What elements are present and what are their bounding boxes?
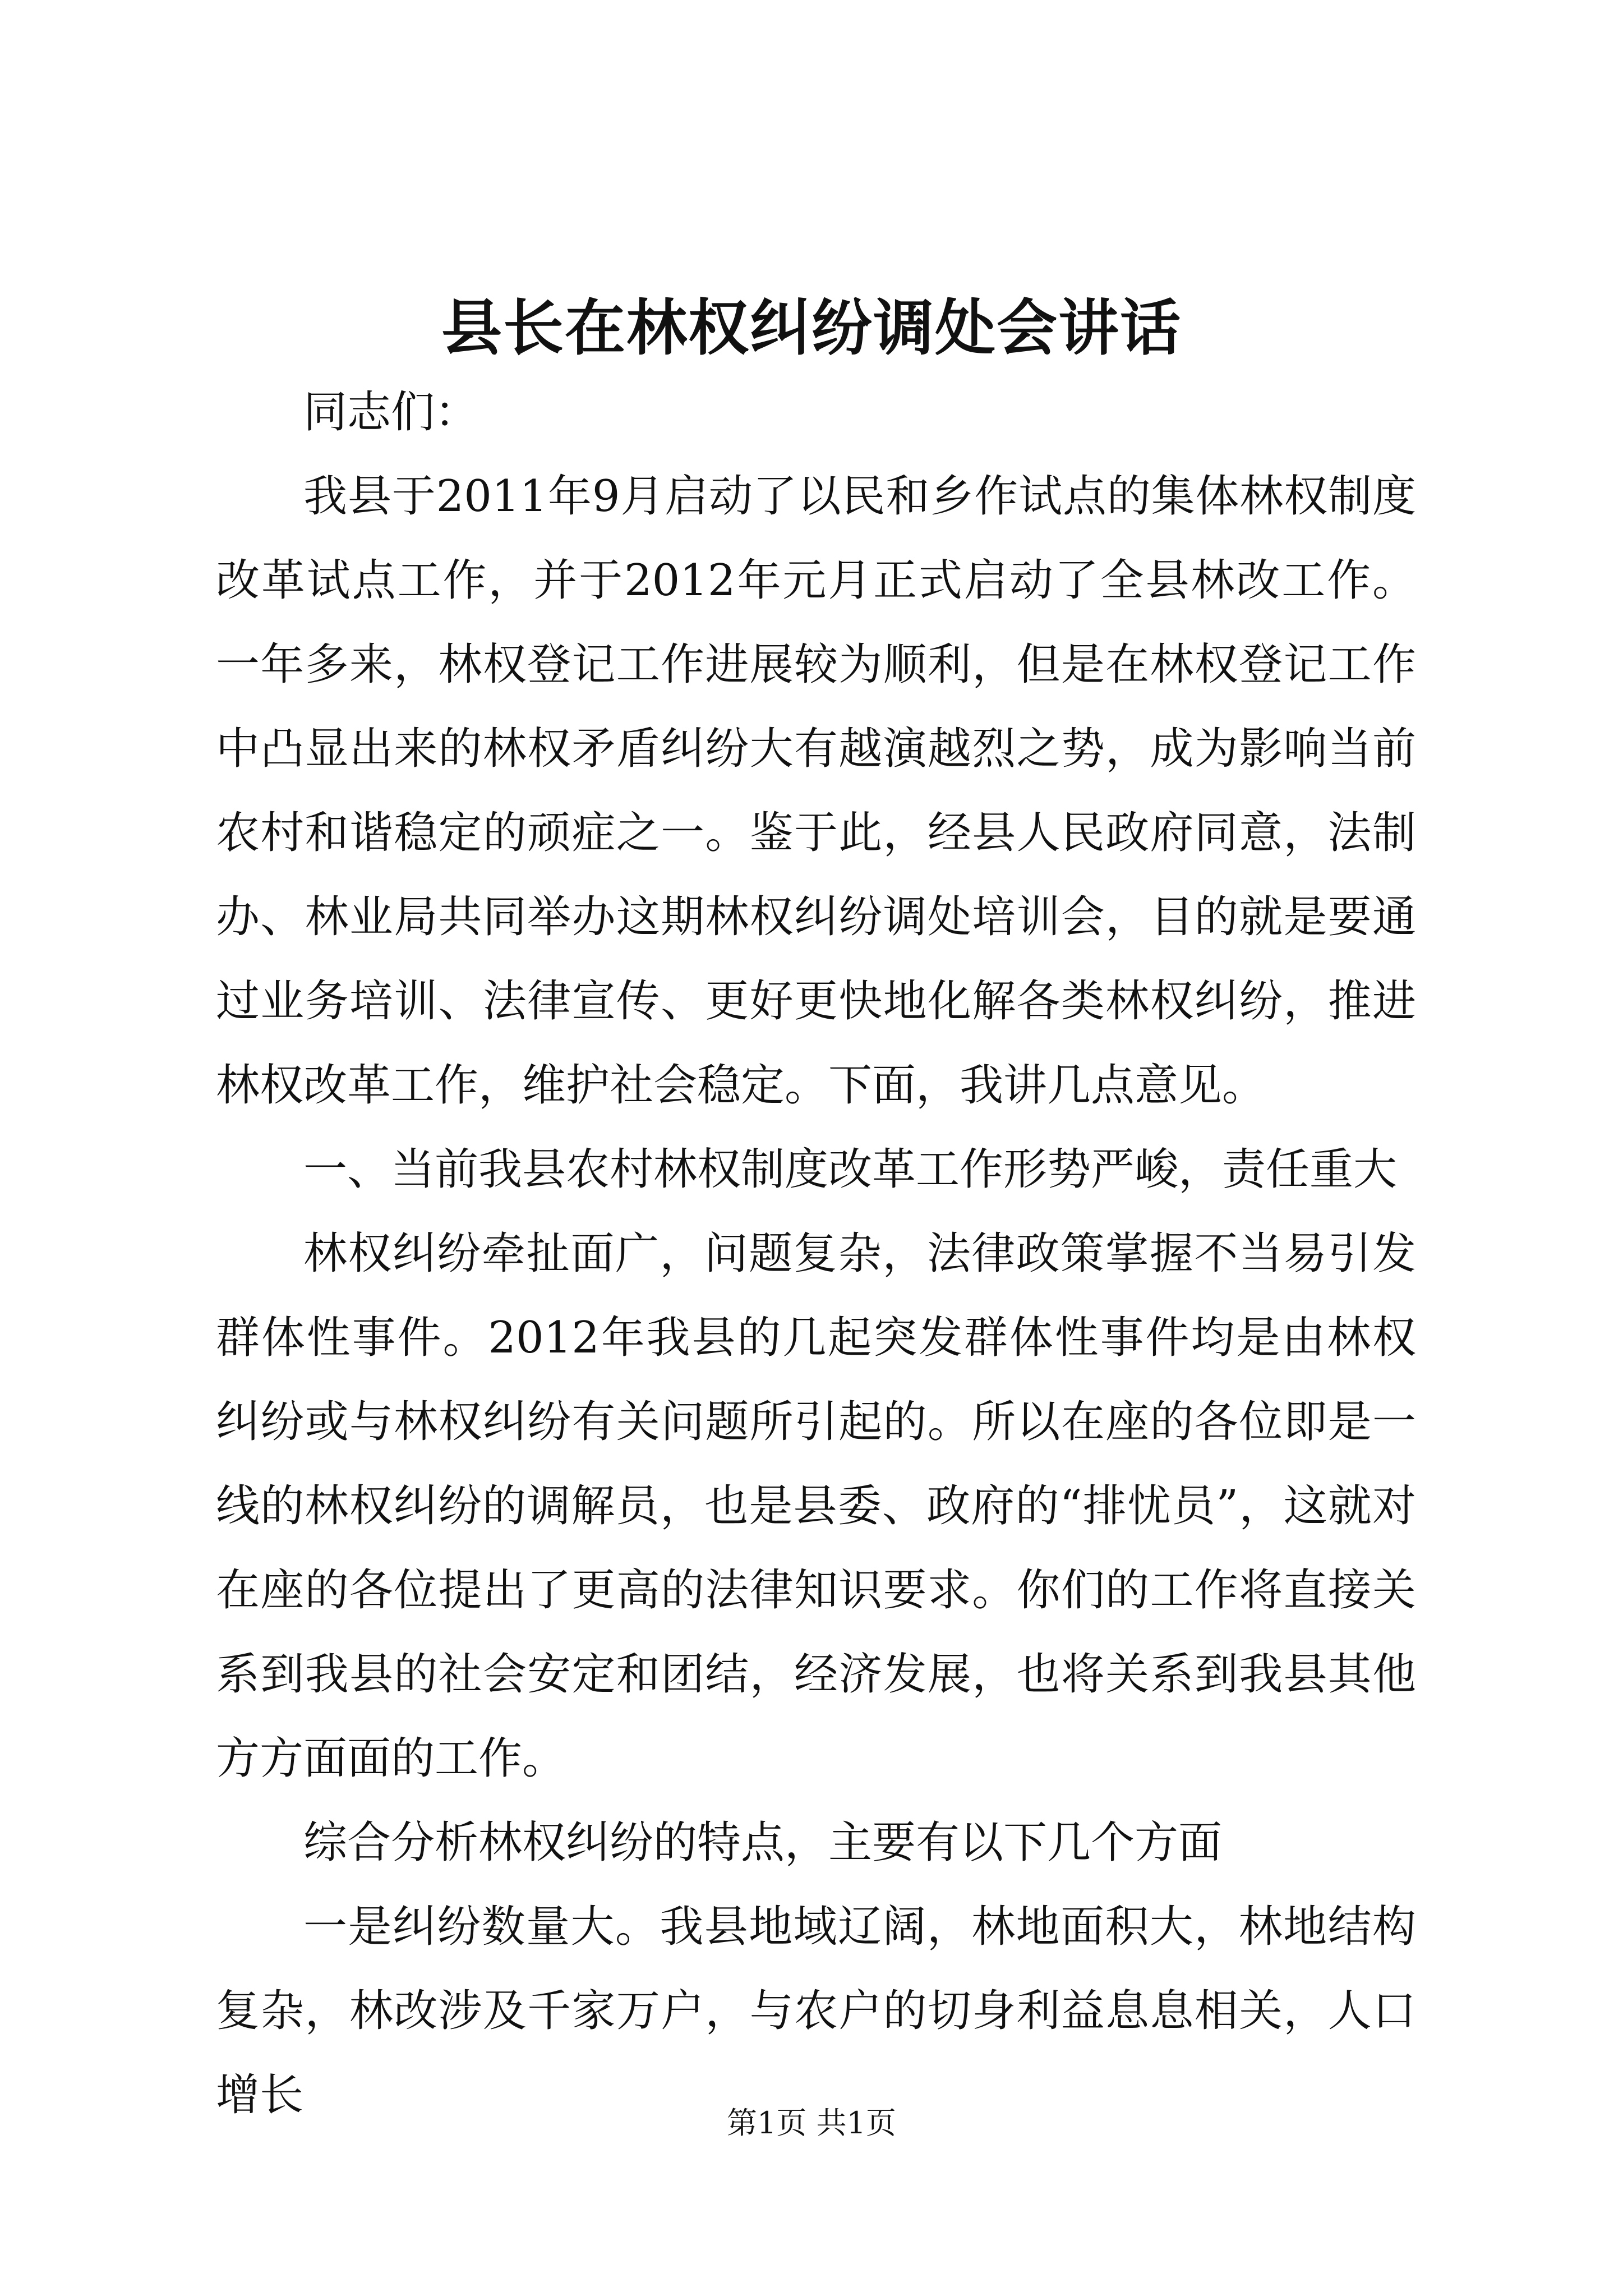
intro-paragraph: 我县于2011年9月启动了以民和乡作试点的集体林权制度改革试点工作，并于2012年元月正式启动了全县林改工作。一年多来，林权登记工作进展较为顺利，但是在林权登记工作中凸显出来的林权矛盾纠纷大有越演越烈之势，成为影响当前农村和谐稳定的顽症之一。鉴于此，经县人民政府同意，法制办、林业局共同举办这期林权纠纷调处培训会，目的就是要通过业务培训、法律宣传、更好更快地化解各类林权纠纷，推进林权改革工作，维护社会稳定。下面，我讲几点意见。: [216, 471, 1416, 1111]
subsection-heading: 综合分析林权纠纷的特点，主要有以下几个方面: [303, 1818, 1223, 1868]
body-paragraph: 林权纠纷牵扯面广，问题复杂，法律政策掌握不当易引发群体性事件。2012年我县的几起突发群体性事件均是由林权纠纷或与林权纠纷有关问题所引起的。所以在座的各位即是一线的林权纠纷的调解员，也是县委、政府的“排忧员”，这就对在座的各位提出了更高的法律知识要求。你们的工作将直接关系到我县的社会安定和团结，经济发展，也将关系到我县其他方方面面的工作。: [216, 1228, 1416, 1784]
salutation-paragraph: 同志们：: [303, 387, 479, 438]
document-title: 县长在林权纠纷调处会讲话: [441, 293, 1182, 364]
page-footer: 第1页 共1页: [727, 2105, 896, 2141]
section-heading-one: 一、当前我县农村林权制度改革工作形势严峻，责任重大: [303, 1144, 1398, 1195]
document-body: [216, 370, 1416, 2137]
point-one-paragraph: 一是纠纷数量大。我县地域辽阔，林地面积大，林地结构复杂，林改涉及千家万户，与农户的切身利益息息相关，人口增长: [216, 1902, 1416, 2120]
